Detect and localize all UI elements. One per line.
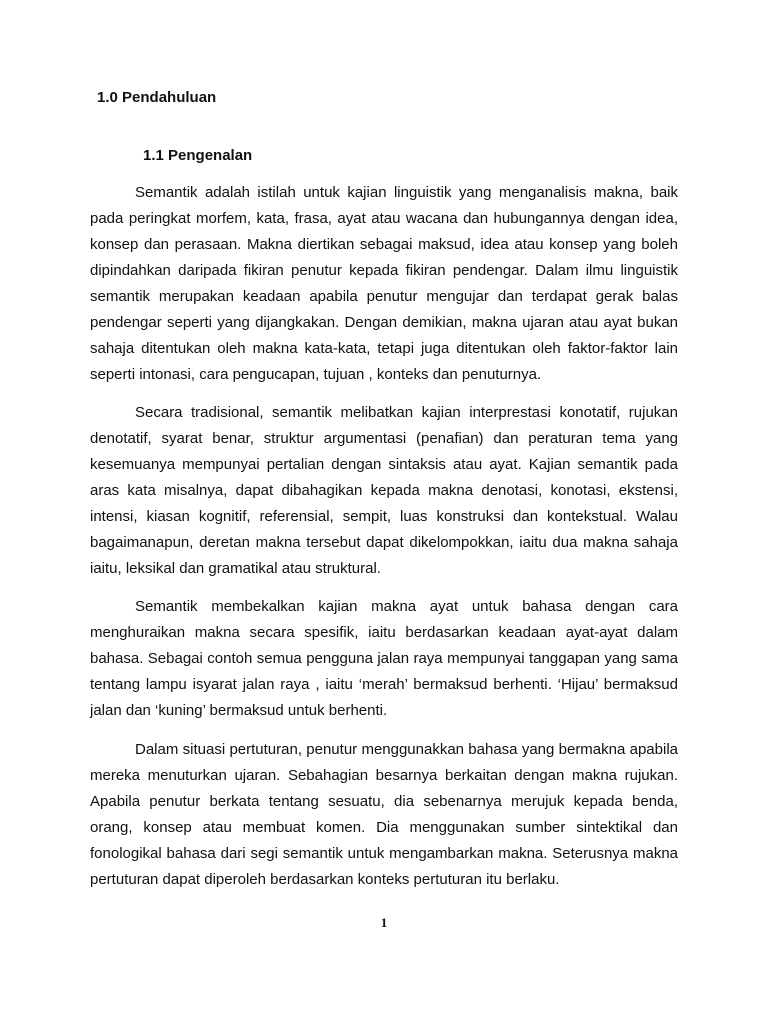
page-number: 1 [380,915,388,930]
paragraph-4-text: Dalam situasi pertuturan, penutur menggunakkan bahasa yang bermakna apabila mereka menuturkan ujaran. Sebahagian besarnya berkaitan dengan makna rujukan. Apabila penutur berkata tentang sesuatu, dia sebenarnya merujuk kepada benda, orang, konsep atau membuat komen. Dia menggunakan sumber sintektikal dan fonologikal bahasa dari segi semantik untuk mengambarkan makna. Seterusnya makna pertuturan dapat diperoleh berdasarkan konteks pertuturan itu berlaku. [90,741,678,888]
paragraph-1 [90,180,678,388]
paragraph-2-text: Secara tradisional, semantik melibatkan kajian interprestasi konotatif, rujukan denotatif, syarat benar, struktur argumentasi (penafian) dan peraturan tema yang kesemuanya mempunyai pertalian dengan sintaksis atau ayat. Kajian semantik pada aras kata misalnya, dapat dibahagikan kepada makna denotasi, konotasi, ekstensi, intensi, kiasan kognitif, referensial, sempit, luas konstruksi dan kontekstual. Walau bagaimanapun, deretan makna tersebut dapat dikelompokkan, iaitu dua makna sahaja iaitu, leksikal dan gramatikal atau struktural. [90,404,678,577]
paragraph-3-text: Semantik membekalkan kajian makna ayat untuk bahasa dengan cara menghuraikan makna secara spesifik, iaitu berdasarkan keadaan ayat-ayat dalam bahasa. Sebagai contoh semua pengguna jalan raya mempunyai tanggapan yang sama tentang lampu isyarat jalan raya , iaitu ‘merah’ bermaksud berhenti. ‘Hijau’ bermaksud jalan dan ‘kuning’ bermaksud untuk berhenti. [90,598,678,719]
section-heading: 1.0 Pendahuluan [97,89,217,106]
subsection-heading: 1.1 Pengenalan [143,147,253,164]
paragraph-2 [90,400,678,582]
paragraph-4 [90,737,678,893]
paragraph-3 [90,594,678,724]
paragraph-1-text: Semantik adalah istilah untuk kajian linguistik yang menganalisis makna, baik pada peringkat morfem, kata, frasa, ayat atau wacana dan hubungannya dengan idea, konsep dan perasaan. Makna diertikan sebagai maksud, idea atau konsep yang boleh dipindahkan daripada fikiran penutur kepada fikiran pendengar. Dalam ilmu linguistik semantik merupakan keadaan apabila penutur mengujar dan terdapat gerak balas pendengar seperti yang dijangkakan. Dengan demikian, makna ujaran atau ayat bukan sahaja ditentukan oleh makna kata-kata, tetapi juga ditentukan oleh faktor-faktor lain seperti intonasi, cara pengucapan, tujuan , konteks dan penuturnya. [90,184,678,383]
